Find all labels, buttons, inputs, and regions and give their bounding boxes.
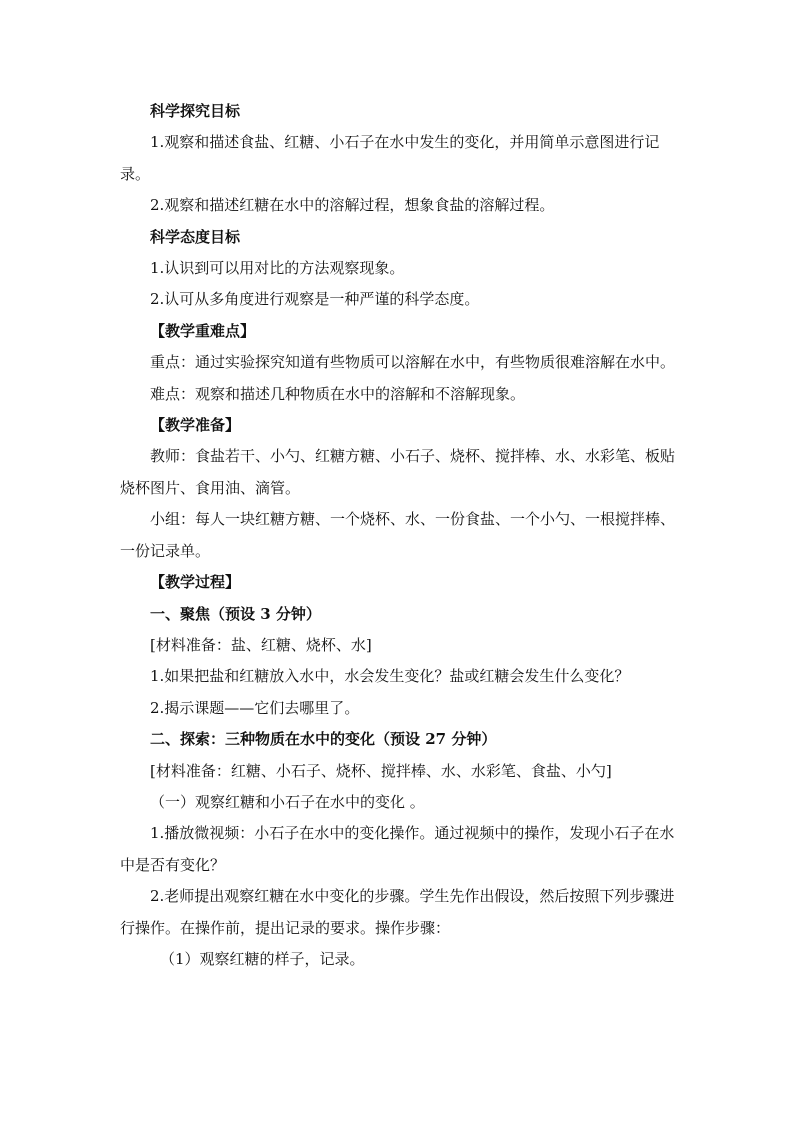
heading-teaching-preparation: 【教学准备】 <box>150 416 241 435</box>
paragraph: 1.如果把盐和红糖放入水中，水会发生变化？盐或红糖会发生什么变化？ <box>150 667 630 686</box>
paragraph: [材料准备：盐、红糖、烧杯、水] <box>150 635 372 654</box>
document-page <box>120 96 680 975</box>
paragraph: 小组：每人一块红糖方糖、一个烧杯、水、一份食盐、一个小勺、一根搅拌棒、一份记录单。 <box>120 510 676 560</box>
paragraph: 2.认可从多角度进行观察是一种严谨的科学态度。 <box>150 290 480 309</box>
paragraph: 2.观察和描述红糖在水中的溶解过程，想象食盐的溶解过程。 <box>150 196 555 215</box>
paragraph: 难点：观察和描述几种物质在水中的溶解和不溶解现象。 <box>150 384 526 403</box>
subsection-heading: （一）观察红糖和小石子在水中的变化 。 <box>150 792 425 811</box>
paragraph: 重点：通过实验探究知道有些物质可以溶解在水中，有些物质很难溶解在水中。 <box>150 353 676 372</box>
paragraph: 教师：食盐若干、小勺、红糖方糖、小石子、烧杯、搅拌棒、水、水彩笔、板贴烧杯图片、食用油、滴管。 <box>120 447 676 497</box>
paragraph: 1.认识到可以用对比的方法观察现象。 <box>150 259 405 278</box>
heading-teaching-process: 【教学过程】 <box>150 573 241 592</box>
section-heading-explore: 二、探索：三种物质在水中的变化（预设 27 分钟） <box>150 730 497 749</box>
paragraph: 1.播放微视频：小石子在水中的变化操作。通过视频中的操作，发现小石子在水中是否有变化？ <box>120 824 675 874</box>
paragraph: 1.观察和描述食盐、红糖、小石子在水中发生的变化，并用简单示意图进行记录。 <box>120 133 660 183</box>
heading-science-attitude-goals: 科学态度目标 <box>150 227 241 246</box>
paragraph: 2.老师提出观察红糖在水中变化的步骤。学生先作出假设，然后按照下列步骤进行操作。在操作前，提出记录的要求。操作步骤： <box>120 887 675 937</box>
heading-key-difficult-points: 【教学重难点】 <box>150 321 256 340</box>
step-item: （1）观察红糖的样子，记录。 <box>160 949 365 968</box>
section-heading-focus: 一、聚焦（预设 3 分钟） <box>150 604 321 623</box>
heading-science-inquiry-goals: 科学探究目标 <box>150 102 241 120</box>
paragraph: [材料准备：红糖、小石子、烧杯、搅拌棒、水、水彩笔、食盐、小勺] <box>150 761 612 780</box>
paragraph: 2.揭示课题——它们去哪里了。 <box>150 698 360 717</box>
